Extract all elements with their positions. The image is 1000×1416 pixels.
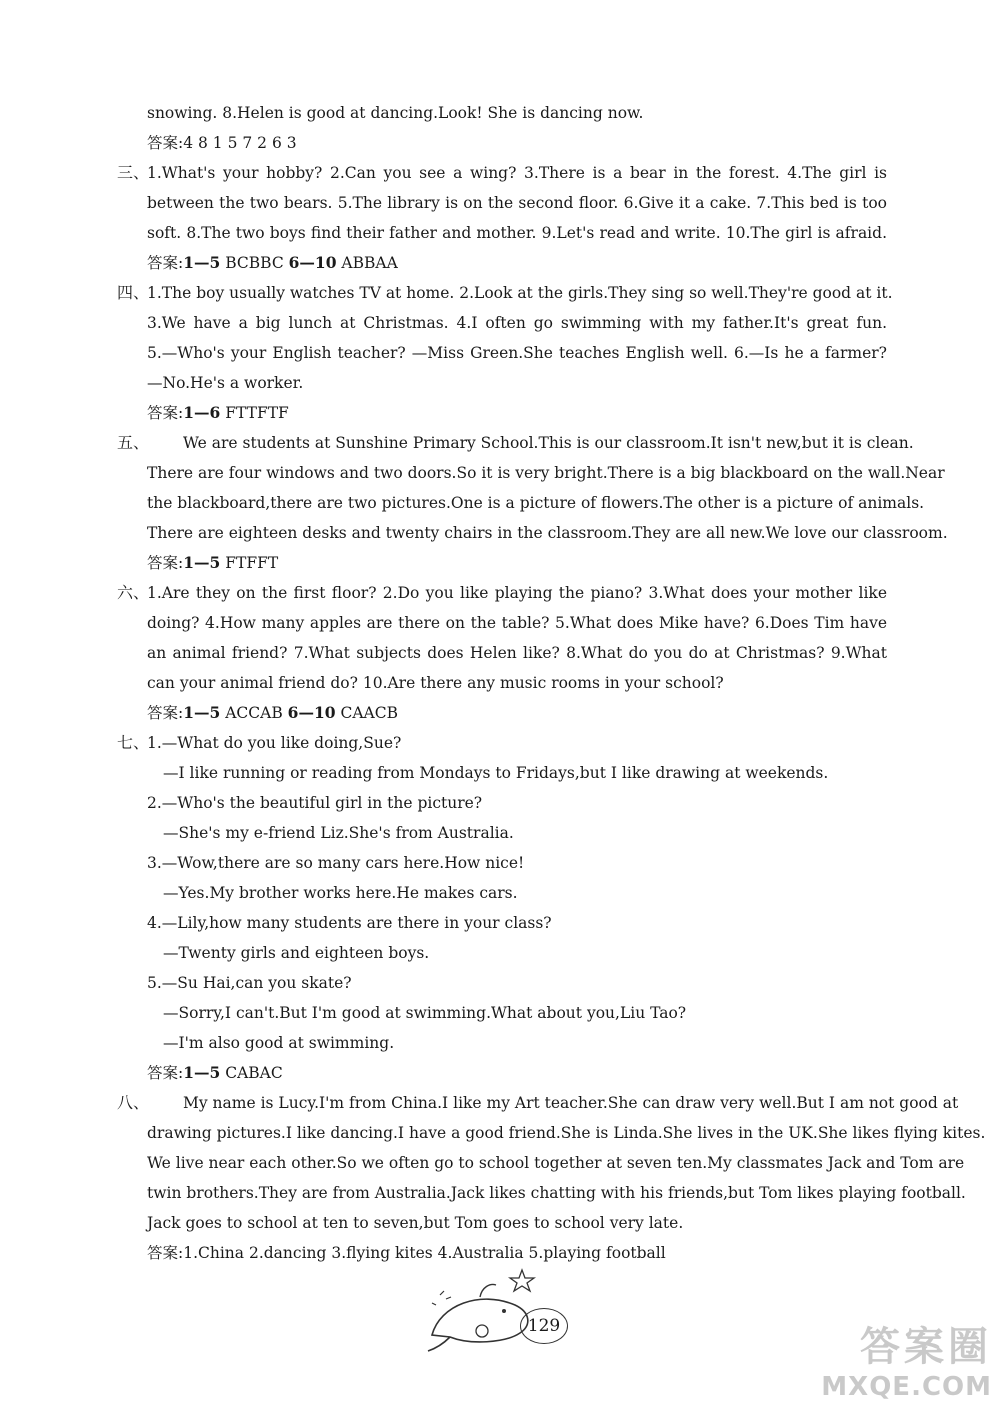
section-label-3: 三、 (117, 163, 150, 182)
text-line: 1.The boy usually watches TV at home. 2.Look at the girls.They sing so well.They're good at it. (147, 284, 893, 302)
text-line: between the two bears. 5.The library is on the second floor. 6.Give it a cake. 7.This bed is too (147, 194, 887, 212)
text-line: snowing. 8.Helen is good at dancing.Look! She is dancing now. (147, 104, 644, 122)
answer-range: 6—10 (287, 703, 336, 722)
answer-values: BCBBC (220, 254, 289, 272)
text-line: —I like running or reading from Mondays to Fridays,but I like drawing at weekends. (163, 764, 829, 782)
answer-label: 答案: (147, 404, 184, 422)
text-line: 3.—Wow,there are so many cars here.How nice! (147, 854, 525, 872)
text-line: —Twenty girls and eighteen boys. (163, 944, 430, 962)
text-line: drawing pictures.I like dancing.I have a good friend.She is Linda.She lives in the UK.She likes flying kites. (147, 1124, 986, 1142)
text-line: —She's my e-friend Liz.She's from Australia. (163, 824, 514, 842)
text-line: 1.What's your hobby? 2.Can you see a wing? 3.There is a bear in the forest. 4.The girl is (147, 164, 887, 182)
text-line: the blackboard,there are two pictures.One is a picture of flowers.The other is a picture of animals. (147, 494, 925, 512)
watermark-cn: 答案圈 (860, 1324, 992, 1370)
text-line: an animal friend? 7.What subjects does Helen like? 8.What do you do at Christmas? 9.What (147, 644, 887, 662)
text-line: —No.He's a worker. (147, 374, 304, 392)
section-label-7: 七、 (117, 733, 150, 752)
watermark-en: MXQE.COM (821, 1372, 992, 1402)
answer-range: 6—10 (288, 253, 337, 272)
answer-range: 1—6 (183, 403, 221, 422)
text-line: My name is Lucy.I'm from China.I like my Art teacher.She can draw very well.But I am not good at (183, 1094, 959, 1112)
text-line: —Yes.My brother works here.He makes cars. (163, 884, 518, 902)
answer-line (147, 552, 278, 574)
text-line: doing? 4.How many apples are there on the table? 5.What does Mike have? 6.Does Tim have (147, 614, 887, 632)
answer-values: CABAC (220, 1064, 283, 1082)
answer-values: FTFFT (220, 554, 279, 572)
text-line: We are students at Sunshine Primary School.This is our classroom.It isn't new,but it is clean. (183, 434, 914, 452)
answer-line: 答案:4 8 1 5 7 2 6 3 (147, 134, 297, 152)
text-line: 1.—What do you like doing,Sue? (147, 734, 402, 752)
text-line: There are eighteen desks and twenty chairs in the classroom.They are all new.We love our classroom. (147, 524, 948, 542)
answer-label: 答案: (147, 1064, 184, 1082)
text-line: 1.Are they on the first floor? 2.Do you like playing the piano? 3.What does your mother like (147, 584, 887, 602)
text-line: twin brothers.They are from Australia.Jack likes chatting with his friends,but Tom likes playing football. (147, 1184, 966, 1202)
text-line: 4.—Lily,how many students are there in your class? (147, 914, 552, 932)
text-line: 5.—Who's your English teacher? —Miss Green.She teaches English well. 6.—Is he a farmer? (147, 344, 887, 362)
answer-label: 答案: (147, 254, 184, 272)
answer-range: 1—5 (183, 1063, 221, 1082)
answer-label: 答案: (147, 554, 184, 572)
answer-values: ABBAA (336, 254, 398, 272)
answer-label: 答案: (147, 704, 184, 722)
answer-line (147, 252, 398, 274)
text-line: can your animal friend do? 10.Are there any music rooms in your school? (147, 674, 724, 692)
answer-values: CAACB (335, 704, 398, 722)
text-line: soft. 8.The two boys find their father and mother. 9.Let's read and write. 10.The girl is afraid. (147, 224, 887, 242)
answer-range: 1—5 (183, 253, 221, 272)
text-line: 3.We have a big lunch at Christmas. 4.I often go swimming with my father.It's great fun. (147, 314, 887, 332)
answer-line: 答案:1.China 2.dancing 3.flying kites 4.Australia 5.playing football (147, 1244, 666, 1262)
text-line: 5.—Su Hai,can you skate? (147, 974, 352, 992)
answer-values: FTTFTF (220, 404, 289, 422)
section-label-6: 六、 (117, 583, 150, 602)
watermark (802, 1322, 992, 1412)
text-line: Jack goes to school at ten to seven,but Tom goes to school very late. (147, 1214, 684, 1232)
page-number: 129 (520, 1308, 568, 1344)
text-line: There are four windows and two doors.So it is very bright.There is a big blackboard on the wall.Near (147, 464, 945, 482)
text-line: We live near each other.So we often go to school together at seven ten.My classmates Jack and Tom are (147, 1154, 965, 1172)
section-label-4: 四、 (117, 283, 150, 302)
answer-values: ACCAB (220, 704, 288, 722)
answer-line (147, 702, 398, 724)
answer-line (147, 1062, 283, 1084)
text-line: —I'm also good at swimming. (163, 1034, 395, 1052)
answer-range: 1—5 (183, 553, 221, 572)
text-line: 2.—Who's the beautiful girl in the picture? (147, 794, 483, 812)
answer-range: 1—5 (183, 703, 221, 722)
answer-line (147, 402, 289, 424)
section-label-5: 五、 (117, 433, 150, 452)
text-line: —Sorry,I can't.But I'm good at swimming.What about you,Liu Tao? (163, 1004, 687, 1022)
section-label-8: 八、 (117, 1093, 150, 1112)
